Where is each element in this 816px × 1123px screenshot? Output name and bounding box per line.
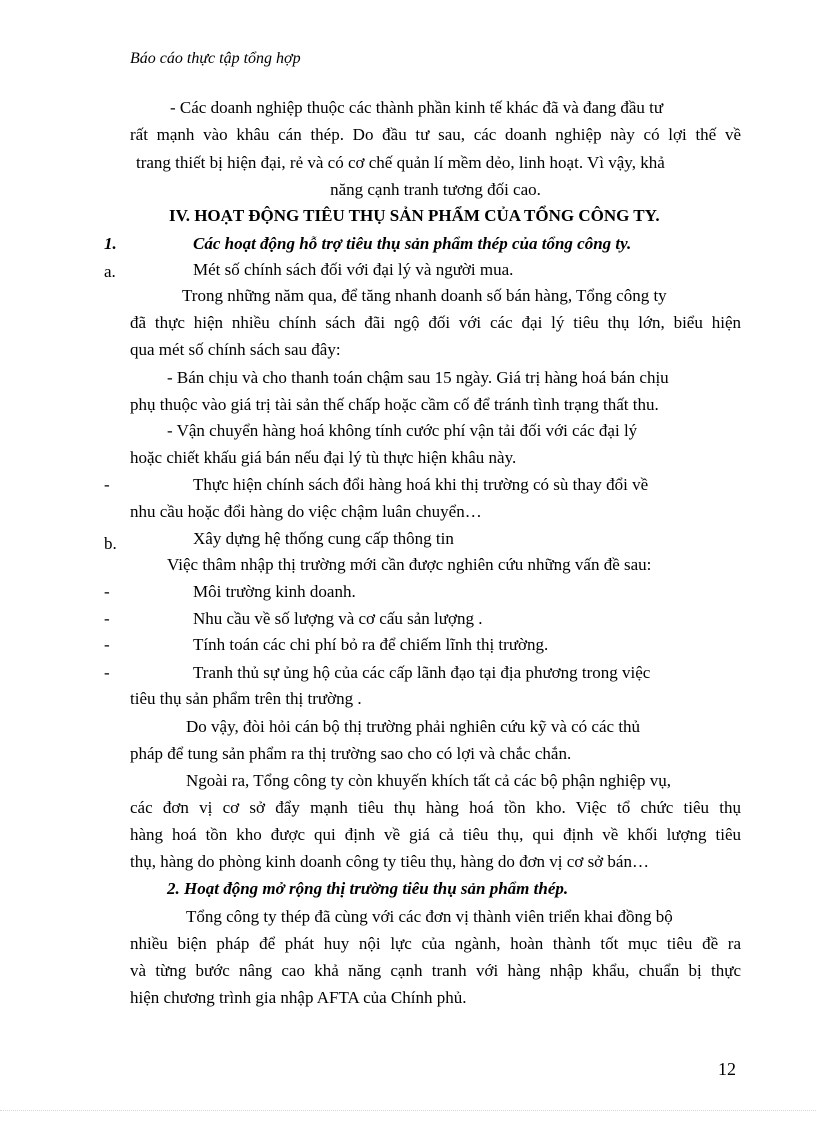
bullet-marker: - <box>104 663 110 682</box>
paragraph-line: Do vậy, đòi hỏi cán bộ thị trường phải nghiên cứu kỹ và có các thủ <box>186 717 641 736</box>
intro-line: năng cạnh tranh tương đối cao. <box>330 180 541 199</box>
paragraph-line: hàng hoá tồn kho được qui định về giá cả tiêu thụ, qui định về khối lượng tiêu <box>130 825 741 844</box>
paragraph-line: thụ, hàng do phòng kinh doanh công ty tiêu thụ, hàng do đơn vị cơ sở bán… <box>130 852 649 871</box>
paragraph-line: Ngoài ra, Tổng công ty còn khuyến khích tất cả các bộ phận nghiệp vụ, <box>186 771 671 790</box>
paragraph-line: và từng bước nâng cao khả năng cạnh tranh với hàng nhập khẩu, chuẩn bị thực <box>130 961 741 980</box>
heading-marker: 1. <box>104 234 117 253</box>
list-item-continuation: tiêu thụ sản phẩm trên thị trường . <box>130 689 362 708</box>
paragraph-line: Việc thâm nhập thị trường mới cần được nghiên cứu những vấn đề sau: <box>167 555 652 574</box>
bullet-line: hoặc chiết khấu giá bán nếu đại lý tù thực hiện khâu này. <box>130 448 517 467</box>
heading-marker: a. <box>104 262 116 281</box>
subsection-heading: Các hoạt động hỗ trợ tiêu thụ sản phẩm thép của tổng công ty. <box>193 234 632 253</box>
bullet-line: - Bán chịu và cho thanh toán chậm sau 15 ngày. Giá trị hàng hoá bán chịu <box>167 368 669 387</box>
paragraph-line: pháp để tung sản phẩm ra thị trường sao cho có lợi và chắc chắn. <box>130 744 572 763</box>
page-border <box>0 1110 816 1111</box>
paragraph-line: Trong những năm qua, để tăng nhanh doanh số bán hàng, Tổng công ty <box>182 286 667 305</box>
intro-line: trang thiết bị hiện đại, rẻ và có cơ chế quản lí mềm dẻo, linh hoạt. Vì vậy, khả <box>136 153 665 172</box>
intro-line: rất mạnh vào khâu cán thép. Do đầu tư sau, các doanh nghiệp này có lợi thế về <box>130 125 741 144</box>
intro-line: - Các doanh nghiệp thuộc các thành phần kinh tế khác đã và đang đầu tư <box>170 98 664 117</box>
subsection-heading: Xây dựng hệ thống cung cấp thông tin <box>193 529 454 548</box>
paragraph-line: Tổng công ty thép đã cùng với các đơn vị thành viên triển khai đồng bộ <box>186 907 673 926</box>
list-item: Tính toán các chi phí bỏ ra để chiếm lĩnh thị trường. <box>193 635 549 654</box>
list-item: Môi trường kinh doanh. <box>193 582 356 601</box>
list-item: Tranh thủ sự ủng hộ của các cấp lãnh đạo tại địa phương trong việc <box>193 663 651 682</box>
paragraph-line: các đơn vị cơ sở đẩy mạnh tiêu thụ hàng hoá tồn kho. Việc tổ chức tiêu thụ <box>130 798 741 817</box>
running-header: Báo cáo thực tập tổng hợp <box>130 50 301 67</box>
bullet-line: - Vận chuyển hàng hoá không tính cước phí vận tải đối với các đại lý <box>167 421 638 440</box>
bullet-line: phụ thuộc vào giá trị tài sản thế chấp hoặc cầm cố để tránh tình trạng thất thu. <box>130 395 659 414</box>
bullet-marker: - <box>104 475 110 494</box>
paragraph-line: qua mét số chính sách sau đây: <box>130 340 341 359</box>
bullet-marker: - <box>104 609 110 628</box>
bullet-marker: - <box>104 635 110 654</box>
subsection-heading: 2. Hoạt động mở rộng thị trường tiêu thụ sản phẩm thép. <box>167 879 569 898</box>
subsection-heading: Mét số chính sách đối với đại lý và người mua. <box>193 260 514 279</box>
paragraph-line: nhiều biện pháp để phát huy nội lực của ngành, hoàn thành tốt mục tiêu đề ra <box>130 934 741 953</box>
bullet-line: Thực hiện chính sách đổi hàng hoá khi thị trường có sù thay đổi về <box>193 475 649 494</box>
paragraph-line: hiện chương trình gia nhập AFTA của Chính phủ. <box>130 988 467 1007</box>
page-number: 12 <box>718 1059 736 1079</box>
paragraph-line: đã thực hiện nhiều chính sách đãi ngộ đối với các đại lý tiêu thụ lớn, biểu hiện <box>130 313 741 332</box>
list-item: Nhu cầu về số lượng và cơ cấu sản lượng . <box>193 609 483 628</box>
section-title: IV. HOẠT ĐỘNG TIÊU THỤ SẢN PHẨM CỦA TỔNG CÔNG TY. <box>169 206 660 225</box>
heading-marker: b. <box>104 534 117 553</box>
bullet-line: nhu cầu hoặc đổi hàng do việc chậm luân chuyển… <box>130 502 482 521</box>
bullet-marker: - <box>104 582 110 601</box>
